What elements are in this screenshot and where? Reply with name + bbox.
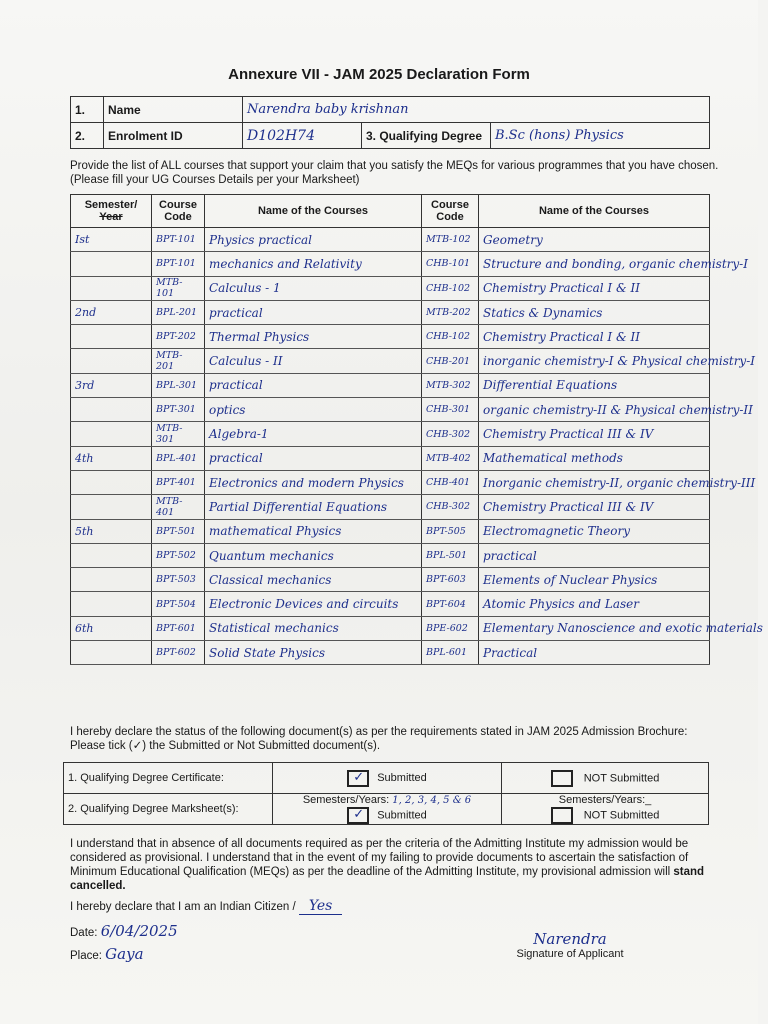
course-name-cell: mathematical Physics [209,524,342,539]
course-code-cell: BPL-201 [156,307,198,319]
table-row [71,422,710,446]
course-name-cell: inorganic chemistry-I & Physical chemistry-I [483,354,755,369]
table-row [71,276,710,300]
course-code-cell: BPT-301 [156,404,196,416]
course-name-cell: practical [209,451,263,466]
course-name-cell: Statistical mechanics [209,621,339,636]
citizen-declaration [70,899,720,914]
name-value: Narendra baby krishnan [247,102,409,117]
course-name-cell: Chemistry Practical III & IV [483,427,654,442]
semester-cell: 3rd [75,378,95,392]
not-submitted-label: NOT Submitted [583,809,660,822]
course-name-cell: Solid State Physics [209,645,326,660]
course-name-cell: Structure and bonding, organic chemistry-I [483,256,748,271]
qualifying-degree-label: 3. Qualifying Degree [362,123,491,149]
applicant-info-table [70,96,710,149]
row-number: 2. [71,123,104,149]
table-row [71,616,710,640]
place-value: Gaya [105,945,144,963]
marksheet-not-submitted[interactable] [502,794,709,825]
row-number: 1. [71,97,104,123]
course-code-cell: MTB-301 [156,423,183,446]
signature-block [500,930,640,960]
course-code-cell: BPT-505 [426,525,466,537]
course-code-header-line2: Code [436,211,464,223]
course-name-cell: Practical [483,645,538,660]
course-name-cell: Classical mechanics [209,572,332,587]
checkbox[interactable] [551,770,573,787]
table-row [71,398,710,422]
table-row [71,300,710,324]
course-name-cell: Elementary Nanoscience and exotic materials [483,621,763,636]
semester-header [71,195,152,228]
submitted-label: Submitted [377,809,427,822]
course-name-cell: Physics practical [209,232,312,247]
checkbox[interactable] [551,807,573,824]
table-row [71,568,710,592]
course-code-cell: CHB-401 [426,477,471,489]
course-name-cell: Inorganic chemistry-II, organic chemistry-III [483,475,756,490]
marksheet-submitted[interactable] [273,794,502,825]
citizen-label: I hereby declare that I am an Indian Citizen / [70,901,296,913]
table-row [71,641,710,665]
course-code-cell: BPT-101 [156,258,196,270]
course-name-cell: Chemistry Practical I & II [483,329,640,344]
degree-certificate-label: 1. Qualifying Degree Certificate: [64,763,273,794]
understanding-bold: stand cancelled. [70,866,705,892]
table-row [71,349,710,373]
citizen-value: Yes [299,898,343,915]
course-code-cell: BPT-604 [426,598,466,610]
course-name-cell: practical [483,548,537,563]
course-code-cell: BPE-602 [426,622,468,634]
course-name-cell: Statics & Dynamics [483,305,603,320]
course-name-header: Name of the Courses [205,195,422,228]
instruction-text: Provide the list of ALL courses that support your claim that you satisfy the MEQs for various programmes that you have chosen. (Please fill your UG Courses Details per your Marksheet) [70,160,719,186]
table-row [71,592,710,616]
submitted-label: Submitted [377,772,427,785]
course-code-cell: BPL-501 [426,550,468,561]
semesters-label: Semesters/Years:_ [558,794,652,806]
course-name-cell: mechanics and Relativity [209,256,362,271]
degree-certificate-submitted[interactable] [273,763,502,794]
tick-mark: ✓ [353,806,365,822]
course-code-cell: MTB-402 [426,452,471,464]
course-code-cell: MTB-302 [426,379,471,391]
course-name-cell: Elements of Nuclear Physics [483,572,658,587]
understanding-text: I understand that in absence of all documents required as per the criteria of the Admitting Institute my admission would be considered as provisional. I understand that in the event of my failing to provide documents to ascertain the satisfaction of Minimum Educational Qualification (MEQs) as per the deadline of the Admitting Institute, my provisional admission will [70,838,689,878]
marksheet-label: 2. Qualifying Degree Marksheet(s): [64,794,273,825]
course-name-cell: Mathematical methods [483,451,623,466]
table-row [71,252,710,276]
table-row [71,446,710,470]
course-code-cell: BPT-504 [156,598,196,610]
course-name-cell: Atomic Physics and Laser [483,597,640,612]
course-code-cell: CHB-302 [426,501,471,513]
course-code-cell: BPT-601 [156,622,196,634]
degree-certificate-not-submitted[interactable] [502,763,709,794]
courses-table [70,194,763,665]
courses-body [71,228,763,665]
course-code-cell: MTB-202 [426,307,471,319]
course-name-cell: Electronics and modern Physics [209,475,404,490]
course-code-cell: BPL-301 [156,379,198,391]
course-code-cell: CHB-301 [426,404,471,416]
course-code-header-line2: Code [164,211,192,223]
course-name-cell: Geometry [483,232,543,247]
course-code-cell: MTB-401 [156,495,183,518]
course-code-cell: BPT-502 [156,550,196,561]
date-value: 6/04/2025 [100,922,178,940]
course-code-cell: BPT-603 [426,574,466,586]
table-row [71,325,710,349]
table-row [71,519,710,543]
course-code-cell: BPL-601 [426,647,468,659]
course-code-cell: CHB-102 [426,282,471,294]
course-code-header-line1: Course [431,199,469,211]
course-name-header: Name of the Courses [479,195,710,228]
name-label: Name [104,97,243,123]
signature-label: Signature of Applicant [516,948,624,960]
course-name-cell: Calculus - II [209,354,283,369]
declaration-intro: I hereby declare the status of the following document(s) as per the requirements stated in JAM 2025 Admission Brochure: Please tick (✓) the Submitted or Not Submitted document(s). [70,726,688,752]
enrolment-label: Enrolment ID [104,123,243,149]
enrolment-value: D102H74 [247,127,315,144]
semester-cell: 5th [75,524,94,538]
course-name-cell: Differential Equations [483,378,618,393]
semester-cell: 6th [75,621,94,635]
semesters-value: 1, 2, 3, 4, 5 & 6 [392,795,472,806]
course-name-cell: Algebra-1 [209,427,269,442]
course-name-cell: Chemistry Practical III & IV [483,499,654,514]
place-label: Place: [70,950,102,962]
course-code-header-line1: Course [159,199,197,211]
documents-table [63,762,709,825]
course-name-cell: practical [209,378,263,393]
course-name-cell: practical [209,305,263,320]
year-header-text: Year [99,211,123,223]
course-name-cell: Quantum mechanics [209,548,334,563]
table-row [71,495,710,519]
course-code-cell: CHB-102 [426,331,471,343]
tick-mark: ✓ [353,769,365,785]
course-code-header [152,195,205,228]
course-code-cell: BPL-401 [156,452,198,464]
form-title: Annexure VII - JAM 2025 Declaration Form [228,66,530,83]
course-code-cell: BPT-501 [156,525,196,537]
course-name-cell: optics [209,402,246,417]
date-label: Date: [70,927,98,939]
semester-cell: 4th [75,451,94,465]
not-submitted-label: NOT Submitted [583,771,660,784]
semester-header-text: Semester/ [84,199,138,211]
understanding-statement [70,837,720,893]
course-code-cell: MTB-102 [426,234,471,246]
table-row [71,470,710,494]
course-name-cell: Thermal Physics [209,329,310,344]
course-code-cell: BPT-503 [156,574,196,586]
semester-cell: Ist [75,233,90,247]
semester-cell: 2nd [75,306,97,320]
qualifying-degree-value: B.Sc (hons) Physics [495,128,624,143]
course-code-cell: CHB-302 [426,428,471,440]
course-code-cell: MTB-201 [156,350,183,373]
table-row [71,228,710,252]
course-name-cell: Chemistry Practical I & II [483,281,640,296]
course-code-cell: MTB-101 [156,277,183,300]
course-code-cell: CHB-101 [426,258,471,270]
course-code-cell: BPT-401 [156,477,196,489]
signature: Narendra [533,930,607,948]
course-name-cell: Partial Differential Equations [209,499,388,514]
table-row [71,373,710,397]
course-name-cell: Electromagnetic Theory [483,524,631,539]
course-code-header [422,195,479,228]
course-code-cell: BPT-101 [156,234,196,246]
course-name-cell: Calculus - 1 [209,281,281,296]
course-code-cell: BPT-202 [156,331,196,343]
course-name-cell: Electronic Devices and circuits [209,597,399,612]
semesters-label: Semesters/Years: [302,794,390,806]
course-code-cell: BPT-602 [156,647,196,659]
course-name-cell: organic chemistry-II & Physical chemistry-II [483,402,753,417]
course-code-cell: CHB-201 [426,355,471,367]
table-row [71,543,710,567]
